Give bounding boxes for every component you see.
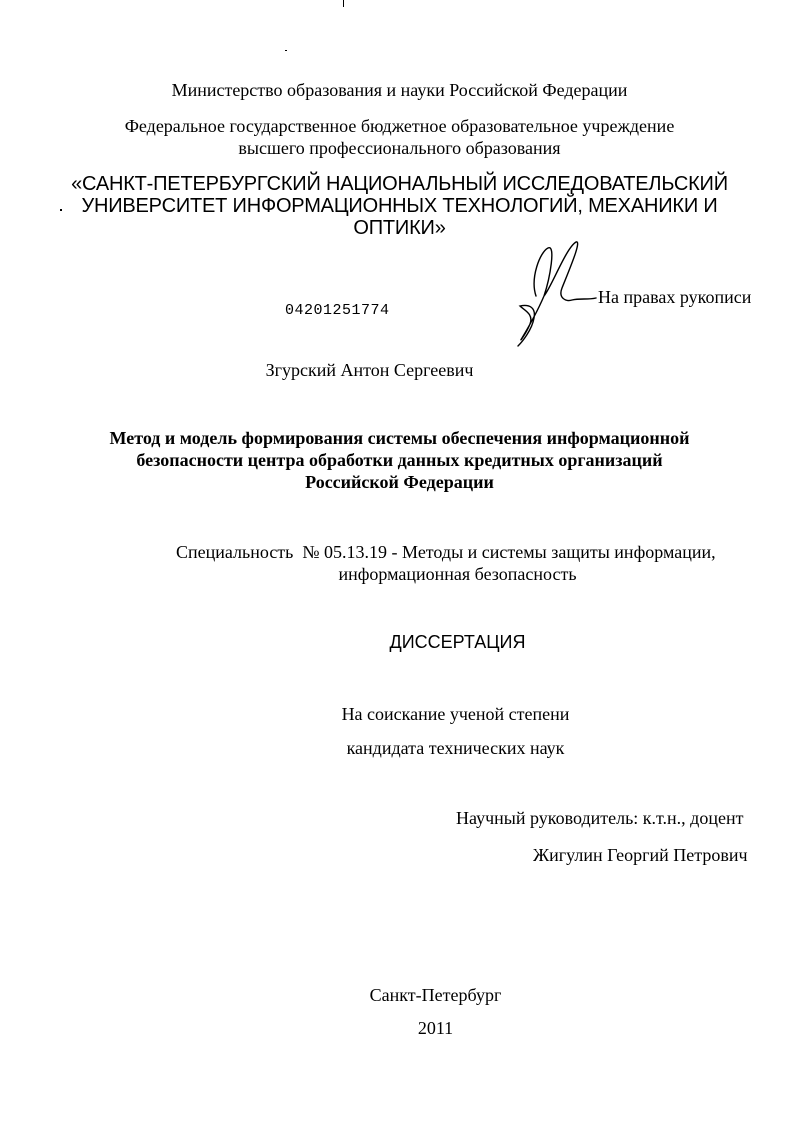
institution-type-line-1: Федеральное государственное бюджетное образовательное учреждение [124, 116, 675, 136]
manuscript-note: На правах рукописи [598, 287, 752, 307]
dissertation-title-line-3: Российской Федерации [305, 472, 494, 492]
degree-line-1: На соискание ученой степени [341, 704, 570, 724]
registration-number: 04201251774 [285, 302, 390, 319]
institution-type-line-2: высшего профессионального образования [238, 138, 561, 158]
year: 2011 [417, 1018, 454, 1038]
supervisor-name: Жигулин Георгий Петрович [533, 845, 748, 865]
author-name: Згурский Антон Сергеевич [265, 360, 474, 380]
document-type: ДИССЕРТАЦИЯ [389, 632, 526, 652]
dissertation-title-line-1: Метод и модель формирования системы обеспечения информационной [109, 428, 690, 448]
scan-mark [343, 0, 344, 7]
specialty-line-2: информационная безопасность [338, 564, 577, 584]
specialty-line-1: Специальность № 05.13.19 - Методы и системы защиты информации, [176, 542, 716, 562]
city: Санкт-Петербург [369, 985, 502, 1005]
university-line-3: ОПТИКИ» [353, 217, 446, 239]
supervisor-label: Научный руководитель: к.т.н., доцент [456, 808, 744, 828]
signature [500, 238, 600, 350]
ministry: Министерство образования и науки Российской Федерации [171, 80, 628, 100]
scan-dot [285, 50, 287, 51]
university-line-1: «САНКТ-ПЕТЕРБУРГСКИЙ НАЦИОНАЛЬНЫЙ ИССЛЕДОВАТЕЛЬСКИЙ [71, 173, 728, 195]
degree-line-2: кандидата технических наук [346, 738, 565, 758]
dissertation-title-line-2: безопасности центра обработки данных кредитных организаций [136, 450, 663, 470]
university-line-2: УНИВЕРСИТЕТ ИНФОРМАЦИОННЫХ ТЕХНОЛОГИЙ, МЕХАНИКИ И [81, 195, 718, 217]
